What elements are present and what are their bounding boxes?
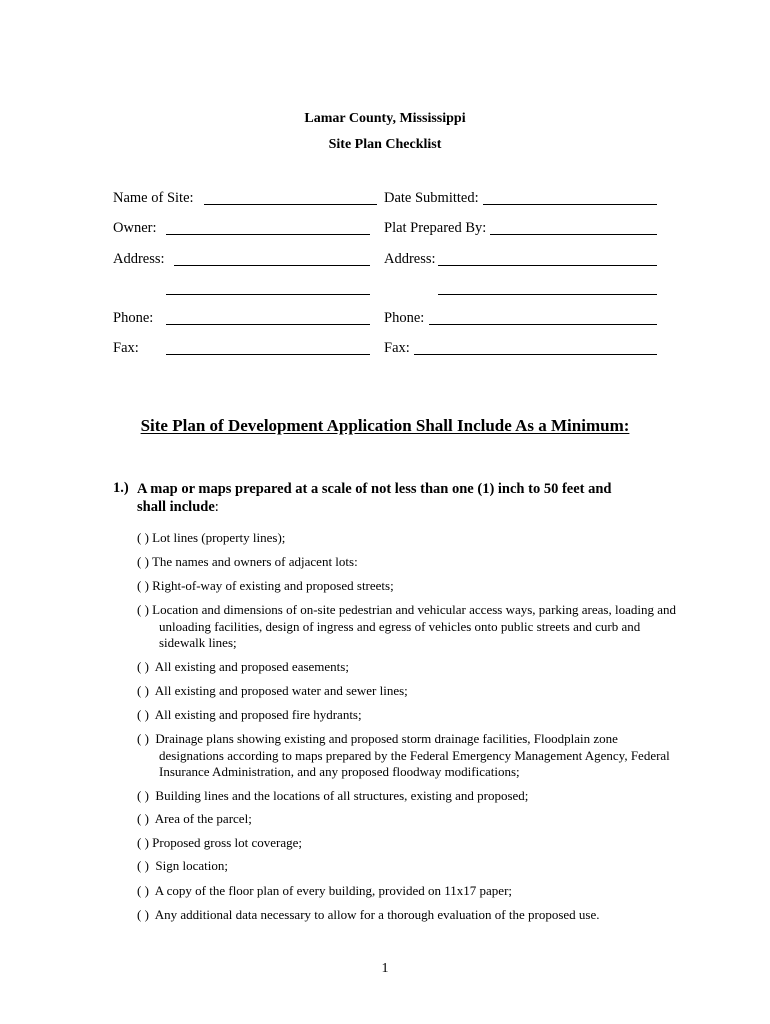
checklist-item [137,602,684,652]
preparer-address-field-2[interactable] [438,294,657,295]
owner-label: Owner: [113,220,157,236]
checkbox[interactable]: ( ) [137,858,149,873]
preparer-fax-label: Fax: [384,340,410,356]
checklist-item-text: Proposed gross lot coverage; [152,835,303,850]
checklist-item [137,530,662,547]
checkbox[interactable]: ( ) [137,602,149,617]
document-title-checklist: Site Plan Checklist [328,137,442,152]
checklist-item [137,883,662,900]
section-description-line-1: A map or maps prepared at a scale of not less than one (1) inch to 50 feet and [137,481,612,497]
page-number: 1 [381,961,389,976]
checklist-item [137,788,662,805]
checklist-item-text: Any additional data necessary to allow for a thorough evaluation of the proposed use. [154,907,600,922]
checklist-item [137,907,662,924]
section-number: 1.) [113,480,129,496]
requirements-heading: Site Plan of Development Application Shall Include As a Minimum: [140,416,630,435]
checkbox[interactable]: ( ) [137,554,149,569]
section-description-line-2 [137,498,657,516]
plat-prepared-by-label: Plat Prepared By: [384,220,487,236]
checkbox[interactable]: ( ) [137,530,149,545]
checklist-item-text: Drainage plans showing existing and proposed storm drainage facilities, Floodplain zone designations according to maps prepared by the Federal Emergency Management Agency, Federal Insurance Administration, and any proposed floodway modifications; [155,731,670,779]
section-description-colon: : [214,499,219,515]
checklist-item-text: Lot lines (property lines); [152,530,286,545]
preparer-phone-label: Phone: [384,310,425,326]
checkbox[interactable]: ( ) [137,811,149,826]
checklist-item-text: The names and owners of adjacent lots: [151,554,358,569]
owner-phone-field[interactable] [166,324,370,325]
checklist-item [137,835,662,852]
checklist-item-text: All existing and proposed easements; [154,659,349,674]
checkbox[interactable]: ( ) [137,578,149,593]
checklist-item [137,554,662,571]
preparer-phone-field[interactable] [429,324,657,325]
owner-address-label: Address: [113,251,165,267]
preparer-fax-field[interactable] [414,354,657,355]
plat-prepared-by-field[interactable] [490,234,657,235]
preparer-address-field-1[interactable] [438,265,657,266]
document-title-county: Lamar County, Mississippi [304,111,466,126]
checklist-item-text: Location and dimensions of on-site pedestrian and vehicular access ways, parking areas, loading and unloading facilities, design of ingress and egress of vehicles onto public streets and curb and sidewalk lines; [152,602,676,650]
owner-fax-label: Fax: [113,340,139,356]
checklist-item [137,811,662,828]
checklist-item-text: Sign location; [155,858,229,873]
checkbox[interactable]: ( ) [137,731,149,746]
checkbox[interactable]: ( ) [137,883,149,898]
section-description-line-2-text: shall include [137,499,215,515]
checklist-item [137,683,662,700]
checkbox[interactable]: ( ) [137,659,149,674]
checklist-item-text: Building lines and the locations of all structures, existing and proposed; [155,788,529,803]
checklist-item-text: Right-of-way of existing and proposed streets; [152,578,394,593]
date-submitted-label: Date Submitted: [384,190,479,206]
owner-fax-field[interactable] [166,354,370,355]
checklist-item [137,659,662,676]
checklist-item [137,731,684,781]
checklist-item-text: All existing and proposed water and sewer lines; [154,683,408,698]
name-of-site-field[interactable] [204,204,377,205]
name-of-site-label: Name of Site: [113,190,194,206]
owner-address-field-1[interactable] [174,265,370,266]
checklist-item [137,707,662,724]
date-submitted-field[interactable] [483,204,657,205]
preparer-address-label: Address: [384,251,436,267]
checkbox[interactable]: ( ) [137,707,149,722]
checklist-item-text: Area of the parcel; [154,811,252,826]
checkbox[interactable]: ( ) [137,835,149,850]
checklist-item [137,578,662,595]
owner-address-field-2[interactable] [166,294,370,295]
owner-field[interactable] [166,234,370,235]
owner-phone-label: Phone: [113,310,154,326]
checklist-item [137,858,662,875]
checkbox[interactable]: ( ) [137,907,149,922]
checkbox[interactable]: ( ) [137,788,149,803]
checkbox[interactable]: ( ) [137,683,149,698]
checklist-item-text: All existing and proposed fire hydrants; [154,707,362,722]
section-description [137,480,657,516]
checklist-item-text: A copy of the floor plan of every building, provided on 11x17 paper; [154,883,513,898]
